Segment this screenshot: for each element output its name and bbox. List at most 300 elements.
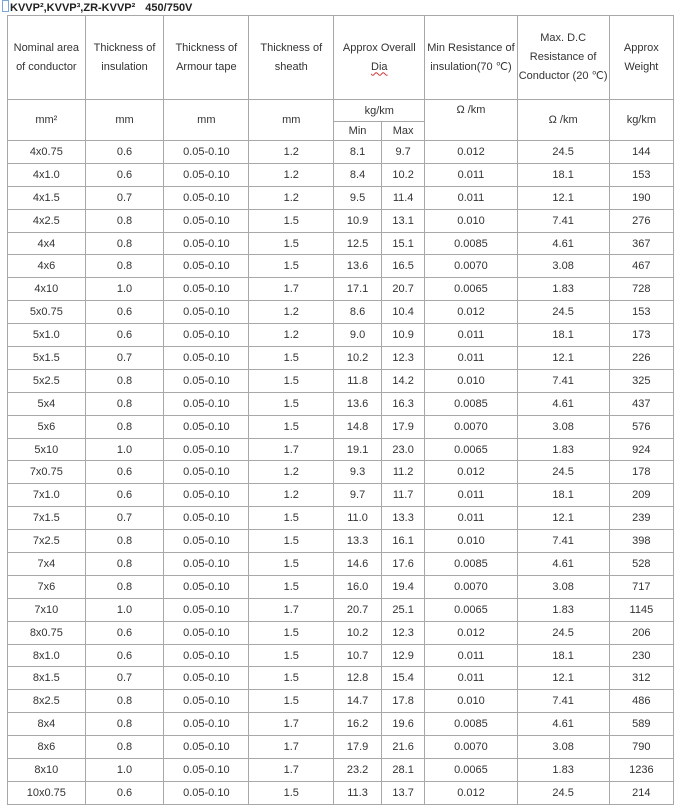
cell-dia-min: 10.9 bbox=[334, 209, 382, 232]
cell-min-resistance: 0.012 bbox=[425, 621, 517, 644]
table-row bbox=[8, 690, 674, 713]
cell-armour: 0.05-0.10 bbox=[164, 461, 249, 484]
cell-sheath: 1.5 bbox=[249, 621, 334, 644]
table-row bbox=[8, 301, 674, 324]
cell-area: 8x6 bbox=[8, 736, 86, 759]
cell-max-resistance: 1.83 bbox=[517, 598, 609, 621]
cell-area: 8x1.0 bbox=[8, 644, 86, 667]
table-row bbox=[8, 736, 674, 759]
cell-dia-min: 13.6 bbox=[334, 392, 382, 415]
cell-max-resistance: 3.08 bbox=[517, 575, 609, 598]
cell-dia-max: 21.6 bbox=[381, 736, 425, 759]
cell-insulation: 1.0 bbox=[85, 598, 164, 621]
cell-armour: 0.05-0.10 bbox=[164, 598, 249, 621]
header-nominal-area: Nominal area of conductor bbox=[8, 16, 86, 100]
cell-min-resistance: 0.010 bbox=[425, 690, 517, 713]
cell-insulation: 0.8 bbox=[85, 713, 164, 736]
cell-sheath: 1.7 bbox=[249, 736, 334, 759]
table-row bbox=[8, 713, 674, 736]
cell-sheath: 1.5 bbox=[249, 415, 334, 438]
cell-sheath: 1.5 bbox=[249, 369, 334, 392]
table-row bbox=[8, 461, 674, 484]
cell-dia-min: 23.2 bbox=[334, 759, 382, 782]
cell-min-resistance: 0.011 bbox=[425, 507, 517, 530]
cell-armour: 0.05-0.10 bbox=[164, 278, 249, 301]
cell-dia-max: 19.4 bbox=[381, 575, 425, 598]
table-row bbox=[8, 141, 674, 164]
cell-sheath: 1.2 bbox=[249, 163, 334, 186]
cell-dia-max: 12.3 bbox=[381, 347, 425, 370]
cell-armour: 0.05-0.10 bbox=[164, 163, 249, 186]
cell-weight: 728 bbox=[609, 278, 673, 301]
cell-insulation: 0.8 bbox=[85, 255, 164, 278]
cell-max-resistance: 3.08 bbox=[517, 255, 609, 278]
table-row bbox=[8, 759, 674, 782]
cell-dia-min: 20.7 bbox=[334, 598, 382, 621]
cell-weight: 790 bbox=[609, 736, 673, 759]
cell-dia-max: 28.1 bbox=[381, 759, 425, 782]
cell-max-resistance: 1.83 bbox=[517, 278, 609, 301]
cell-weight: 1236 bbox=[609, 759, 673, 782]
cell-max-resistance: 18.1 bbox=[517, 644, 609, 667]
table-row bbox=[8, 598, 674, 621]
cell-dia-max: 10.9 bbox=[381, 324, 425, 347]
cell-weight: 239 bbox=[609, 507, 673, 530]
cell-dia-max: 19.6 bbox=[381, 713, 425, 736]
cell-dia-min: 13.6 bbox=[334, 255, 382, 278]
cell-area: 4x1.5 bbox=[8, 186, 86, 209]
cell-dia-max: 16.3 bbox=[381, 392, 425, 415]
cell-max-resistance: 12.1 bbox=[517, 507, 609, 530]
cell-insulation: 0.7 bbox=[85, 667, 164, 690]
cell-max-resistance: 12.1 bbox=[517, 667, 609, 690]
cell-armour: 0.05-0.10 bbox=[164, 255, 249, 278]
cell-dia-min: 11.8 bbox=[334, 369, 382, 392]
title-models: KVVP²,KVVP³,ZR-KVVP² bbox=[10, 2, 136, 14]
cell-sheath: 1.5 bbox=[249, 530, 334, 553]
table-row bbox=[8, 186, 674, 209]
cell-insulation: 0.6 bbox=[85, 621, 164, 644]
cell-sheath: 1.5 bbox=[249, 507, 334, 530]
table-row bbox=[8, 369, 674, 392]
cable-spec-table bbox=[7, 15, 674, 805]
cell-dia-min: 10.2 bbox=[334, 347, 382, 370]
cell-sheath: 1.5 bbox=[249, 690, 334, 713]
cell-max-resistance: 7.41 bbox=[517, 690, 609, 713]
cell-max-resistance: 1.83 bbox=[517, 759, 609, 782]
header-approx-dia-word: Dia bbox=[371, 60, 388, 73]
cell-min-resistance: 0.0065 bbox=[425, 598, 517, 621]
cell-dia-max: 16.5 bbox=[381, 255, 425, 278]
cell-min-resistance: 0.010 bbox=[425, 369, 517, 392]
title-voltage: 450/750V bbox=[145, 2, 193, 14]
cell-sheath: 1.5 bbox=[249, 347, 334, 370]
cell-dia-min: 10.7 bbox=[334, 644, 382, 667]
table-row bbox=[8, 278, 674, 301]
cell-min-resistance: 0.0070 bbox=[425, 575, 517, 598]
cell-insulation: 1.0 bbox=[85, 278, 164, 301]
cell-sheath: 1.2 bbox=[249, 301, 334, 324]
cell-dia-max: 17.9 bbox=[381, 415, 425, 438]
cell-weight: 190 bbox=[609, 186, 673, 209]
cell-sheath: 1.5 bbox=[249, 392, 334, 415]
cell-weight: 206 bbox=[609, 621, 673, 644]
cell-dia-min: 11.3 bbox=[334, 781, 382, 804]
cell-area: 8x4 bbox=[8, 713, 86, 736]
cell-dia-min: 16.2 bbox=[334, 713, 382, 736]
unit-dia-max: Max bbox=[381, 122, 425, 141]
cell-armour: 0.05-0.10 bbox=[164, 415, 249, 438]
cell-max-resistance: 24.5 bbox=[517, 461, 609, 484]
cell-max-resistance: 24.5 bbox=[517, 781, 609, 804]
cell-insulation: 0.8 bbox=[85, 530, 164, 553]
cell-dia-min: 19.1 bbox=[334, 438, 382, 461]
table-row bbox=[8, 209, 674, 232]
cell-max-resistance: 3.08 bbox=[517, 736, 609, 759]
cell-weight: 437 bbox=[609, 392, 673, 415]
cell-dia-max: 12.9 bbox=[381, 644, 425, 667]
cell-dia-min: 14.8 bbox=[334, 415, 382, 438]
cell-weight: 312 bbox=[609, 667, 673, 690]
cell-sheath: 1.5 bbox=[249, 667, 334, 690]
cell-insulation: 0.8 bbox=[85, 690, 164, 713]
cell-area: 5x0.75 bbox=[8, 301, 86, 324]
cell-weight: 486 bbox=[609, 690, 673, 713]
cell-weight: 1145 bbox=[609, 598, 673, 621]
cell-sheath: 1.2 bbox=[249, 141, 334, 164]
cell-weight: 325 bbox=[609, 369, 673, 392]
cell-max-resistance: 24.5 bbox=[517, 621, 609, 644]
table-row bbox=[8, 530, 674, 553]
cell-max-resistance: 7.41 bbox=[517, 369, 609, 392]
table-row bbox=[8, 781, 674, 804]
cell-area: 10x0.75 bbox=[8, 781, 86, 804]
cell-dia-max: 16.1 bbox=[381, 530, 425, 553]
cell-min-resistance: 0.011 bbox=[425, 644, 517, 667]
cell-area: 8x0.75 bbox=[8, 621, 86, 644]
unit-dia-min: Min bbox=[334, 122, 382, 141]
table-row bbox=[8, 347, 674, 370]
cell-dia-max: 13.3 bbox=[381, 507, 425, 530]
cell-area: 4x10 bbox=[8, 278, 86, 301]
unit-sheath: mm bbox=[249, 100, 334, 141]
cell-area: 5x4 bbox=[8, 392, 86, 415]
table-row bbox=[8, 667, 674, 690]
table-row bbox=[8, 575, 674, 598]
cell-min-resistance: 0.012 bbox=[425, 461, 517, 484]
unit-max-resistance: Ω /km bbox=[517, 100, 609, 141]
cell-dia-max: 9.7 bbox=[381, 141, 425, 164]
cell-insulation: 0.7 bbox=[85, 186, 164, 209]
cell-area: 4x6 bbox=[8, 255, 86, 278]
cell-area: 7x1.0 bbox=[8, 484, 86, 507]
cell-max-resistance: 18.1 bbox=[517, 324, 609, 347]
cell-insulation: 0.8 bbox=[85, 232, 164, 255]
header-approx-dia bbox=[334, 16, 425, 100]
cell-dia-max: 13.1 bbox=[381, 209, 425, 232]
cell-insulation: 1.0 bbox=[85, 438, 164, 461]
table-row bbox=[8, 255, 674, 278]
cell-insulation: 0.6 bbox=[85, 461, 164, 484]
cell-min-resistance: 0.010 bbox=[425, 530, 517, 553]
cell-dia-max: 12.3 bbox=[381, 621, 425, 644]
cell-area: 5x1.0 bbox=[8, 324, 86, 347]
cell-area: 7x4 bbox=[8, 553, 86, 576]
cell-weight: 144 bbox=[609, 141, 673, 164]
cell-max-resistance: 18.1 bbox=[517, 163, 609, 186]
cell-dia-min: 12.5 bbox=[334, 232, 382, 255]
cell-weight: 153 bbox=[609, 301, 673, 324]
cell-area: 4x1.0 bbox=[8, 163, 86, 186]
cell-max-resistance: 18.1 bbox=[517, 484, 609, 507]
cell-dia-min: 16.0 bbox=[334, 575, 382, 598]
cell-armour: 0.05-0.10 bbox=[164, 667, 249, 690]
cell-area: 5x2.5 bbox=[8, 369, 86, 392]
cell-armour: 0.05-0.10 bbox=[164, 209, 249, 232]
cell-insulation: 0.8 bbox=[85, 209, 164, 232]
cell-min-resistance: 0.011 bbox=[425, 667, 517, 690]
cell-dia-max: 14.2 bbox=[381, 369, 425, 392]
cell-armour: 0.05-0.10 bbox=[164, 553, 249, 576]
cell-sheath: 1.5 bbox=[249, 209, 334, 232]
table-row bbox=[8, 621, 674, 644]
cell-sheath: 1.7 bbox=[249, 438, 334, 461]
table-row bbox=[8, 438, 674, 461]
cell-area: 5x6 bbox=[8, 415, 86, 438]
unit-area: mm² bbox=[8, 100, 86, 141]
cell-insulation: 0.8 bbox=[85, 575, 164, 598]
cell-armour: 0.05-0.10 bbox=[164, 736, 249, 759]
unit-weight: kg/km bbox=[609, 100, 673, 141]
cell-dia-min: 8.4 bbox=[334, 163, 382, 186]
cell-weight: 209 bbox=[609, 484, 673, 507]
cell-max-resistance: 7.41 bbox=[517, 209, 609, 232]
cell-dia-max: 17.6 bbox=[381, 553, 425, 576]
table-row bbox=[8, 324, 674, 347]
cell-armour: 0.05-0.10 bbox=[164, 186, 249, 209]
cell-sheath: 1.7 bbox=[249, 759, 334, 782]
cell-min-resistance: 0.0070 bbox=[425, 415, 517, 438]
cell-armour: 0.05-0.10 bbox=[164, 369, 249, 392]
cell-insulation: 0.8 bbox=[85, 553, 164, 576]
cell-sheath: 1.7 bbox=[249, 598, 334, 621]
cell-weight: 153 bbox=[609, 163, 673, 186]
cell-min-resistance: 0.010 bbox=[425, 209, 517, 232]
table-row bbox=[8, 163, 674, 186]
cell-min-resistance: 0.0085 bbox=[425, 713, 517, 736]
table-row bbox=[8, 644, 674, 667]
cell-sheath: 1.2 bbox=[249, 324, 334, 347]
cell-dia-max: 25.1 bbox=[381, 598, 425, 621]
cell-dia-min: 9.5 bbox=[334, 186, 382, 209]
cell-armour: 0.05-0.10 bbox=[164, 575, 249, 598]
cell-min-resistance: 0.012 bbox=[425, 301, 517, 324]
cell-min-resistance: 0.011 bbox=[425, 484, 517, 507]
cell-weight: 398 bbox=[609, 530, 673, 553]
cell-weight: 924 bbox=[609, 438, 673, 461]
cell-armour: 0.05-0.10 bbox=[164, 232, 249, 255]
cell-dia-min: 17.9 bbox=[334, 736, 382, 759]
cell-insulation: 0.6 bbox=[85, 644, 164, 667]
cell-armour: 0.05-0.10 bbox=[164, 507, 249, 530]
cell-dia-min: 14.6 bbox=[334, 553, 382, 576]
cell-dia-min: 13.3 bbox=[334, 530, 382, 553]
cell-dia-min: 9.7 bbox=[334, 484, 382, 507]
cell-dia-max: 13.7 bbox=[381, 781, 425, 804]
cell-min-resistance: 0.0070 bbox=[425, 255, 517, 278]
cell-insulation: 0.8 bbox=[85, 415, 164, 438]
cell-weight: 173 bbox=[609, 324, 673, 347]
cell-min-resistance: 0.0085 bbox=[425, 392, 517, 415]
cell-weight: 230 bbox=[609, 644, 673, 667]
document-title bbox=[2, 0, 192, 14]
cell-dia-min: 9.0 bbox=[334, 324, 382, 347]
cell-min-resistance: 0.012 bbox=[425, 141, 517, 164]
cell-dia-max: 11.7 bbox=[381, 484, 425, 507]
cell-insulation: 0.6 bbox=[85, 163, 164, 186]
table-row bbox=[8, 232, 674, 255]
table-row bbox=[8, 415, 674, 438]
cell-insulation: 0.8 bbox=[85, 369, 164, 392]
cell-max-resistance: 12.1 bbox=[517, 347, 609, 370]
cell-area: 5x1.5 bbox=[8, 347, 86, 370]
cell-dia-max: 11.4 bbox=[381, 186, 425, 209]
cell-insulation: 0.7 bbox=[85, 347, 164, 370]
header-thickness-sheath: Thickness of sheath bbox=[249, 16, 334, 100]
cell-sheath: 1.2 bbox=[249, 484, 334, 507]
table-row bbox=[8, 553, 674, 576]
cell-max-resistance: 4.61 bbox=[517, 713, 609, 736]
cell-max-resistance: 1.83 bbox=[517, 438, 609, 461]
cell-area: 7x2.5 bbox=[8, 530, 86, 553]
cell-sheath: 1.5 bbox=[249, 781, 334, 804]
cell-armour: 0.05-0.10 bbox=[164, 621, 249, 644]
header-approx-weight: Approx Weight bbox=[609, 16, 673, 100]
cell-min-resistance: 0.0065 bbox=[425, 759, 517, 782]
cell-weight: 717 bbox=[609, 575, 673, 598]
cell-area: 8x10 bbox=[8, 759, 86, 782]
cell-sheath: 1.5 bbox=[249, 575, 334, 598]
cell-sheath: 1.5 bbox=[249, 553, 334, 576]
cell-insulation: 0.8 bbox=[85, 392, 164, 415]
cell-insulation: 0.6 bbox=[85, 301, 164, 324]
table-row bbox=[8, 507, 674, 530]
cell-armour: 0.05-0.10 bbox=[164, 141, 249, 164]
cell-max-resistance: 12.1 bbox=[517, 186, 609, 209]
cell-insulation: 0.6 bbox=[85, 324, 164, 347]
cell-armour: 0.05-0.10 bbox=[164, 484, 249, 507]
cell-max-resistance: 4.61 bbox=[517, 553, 609, 576]
cell-max-resistance: 4.61 bbox=[517, 232, 609, 255]
cursor-marker-icon bbox=[2, 0, 9, 12]
cell-insulation: 0.6 bbox=[85, 781, 164, 804]
cell-armour: 0.05-0.10 bbox=[164, 759, 249, 782]
cell-insulation: 0.6 bbox=[85, 484, 164, 507]
cell-sheath: 1.7 bbox=[249, 713, 334, 736]
header-min-resistance: Min Resistance of insulation(70 ℃) bbox=[425, 16, 517, 100]
cell-armour: 0.05-0.10 bbox=[164, 324, 249, 347]
cell-dia-max: 10.2 bbox=[381, 163, 425, 186]
cell-weight: 214 bbox=[609, 781, 673, 804]
cell-armour: 0.05-0.10 bbox=[164, 713, 249, 736]
header-max-dc-resistance: Max. D.C Resistance of Conductor (20 ℃) bbox=[517, 16, 609, 100]
cell-weight: 367 bbox=[609, 232, 673, 255]
cell-armour: 0.05-0.10 bbox=[164, 530, 249, 553]
cell-sheath: 1.5 bbox=[249, 255, 334, 278]
cell-weight: 178 bbox=[609, 461, 673, 484]
cell-area: 4x0.75 bbox=[8, 141, 86, 164]
cell-weight: 226 bbox=[609, 347, 673, 370]
header-thickness-insulation: Thickness of insulation bbox=[85, 16, 164, 100]
cell-armour: 0.05-0.10 bbox=[164, 690, 249, 713]
header-approx-dia-prefix: Approx Overall bbox=[342, 41, 416, 54]
cell-max-resistance: 3.08 bbox=[517, 415, 609, 438]
cell-sheath: 1.2 bbox=[249, 461, 334, 484]
cell-dia-max: 11.2 bbox=[381, 461, 425, 484]
cell-area: 5x10 bbox=[8, 438, 86, 461]
cell-dia-min: 17.1 bbox=[334, 278, 382, 301]
cell-max-resistance: 24.5 bbox=[517, 141, 609, 164]
cell-insulation: 0.8 bbox=[85, 736, 164, 759]
cell-insulation: 1.0 bbox=[85, 759, 164, 782]
cell-armour: 0.05-0.10 bbox=[164, 301, 249, 324]
cell-min-resistance: 0.011 bbox=[425, 324, 517, 347]
cell-min-resistance: 0.0085 bbox=[425, 553, 517, 576]
cell-max-resistance: 4.61 bbox=[517, 392, 609, 415]
cell-min-resistance: 0.0065 bbox=[425, 438, 517, 461]
cell-dia-max: 23.0 bbox=[381, 438, 425, 461]
unit-insulation: mm bbox=[85, 100, 164, 141]
unit-min-resistance: Ω /km bbox=[425, 100, 517, 141]
table-row bbox=[8, 484, 674, 507]
cell-dia-min: 8.1 bbox=[334, 141, 382, 164]
cell-min-resistance: 0.0070 bbox=[425, 736, 517, 759]
table-body bbox=[8, 141, 674, 805]
cell-min-resistance: 0.011 bbox=[425, 163, 517, 186]
cell-weight: 528 bbox=[609, 553, 673, 576]
cell-armour: 0.05-0.10 bbox=[164, 347, 249, 370]
cell-max-resistance: 7.41 bbox=[517, 530, 609, 553]
cell-weight: 589 bbox=[609, 713, 673, 736]
cell-min-resistance: 0.0065 bbox=[425, 278, 517, 301]
cell-area: 7x0.75 bbox=[8, 461, 86, 484]
cell-weight: 467 bbox=[609, 255, 673, 278]
cell-insulation: 0.7 bbox=[85, 507, 164, 530]
cell-dia-min: 8.6 bbox=[334, 301, 382, 324]
cell-dia-min: 9.3 bbox=[334, 461, 382, 484]
table-row bbox=[8, 392, 674, 415]
cell-min-resistance: 0.0085 bbox=[425, 232, 517, 255]
cell-sheath: 1.5 bbox=[249, 232, 334, 255]
cell-dia-min: 11.0 bbox=[334, 507, 382, 530]
cell-min-resistance: 0.011 bbox=[425, 186, 517, 209]
cell-min-resistance: 0.011 bbox=[425, 347, 517, 370]
cell-sheath: 1.5 bbox=[249, 644, 334, 667]
unit-dia: kg/km bbox=[334, 100, 425, 122]
cell-sheath: 1.2 bbox=[249, 186, 334, 209]
cell-area: 7x10 bbox=[8, 598, 86, 621]
cell-insulation: 0.6 bbox=[85, 141, 164, 164]
cell-dia-min: 12.8 bbox=[334, 667, 382, 690]
cell-dia-max: 15.4 bbox=[381, 667, 425, 690]
cell-min-resistance: 0.012 bbox=[425, 781, 517, 804]
cell-dia-max: 15.1 bbox=[381, 232, 425, 255]
unit-armour: mm bbox=[164, 100, 249, 141]
cell-dia-min: 14.7 bbox=[334, 690, 382, 713]
cell-area: 4x2.5 bbox=[8, 209, 86, 232]
cell-armour: 0.05-0.10 bbox=[164, 781, 249, 804]
cell-armour: 0.05-0.10 bbox=[164, 438, 249, 461]
